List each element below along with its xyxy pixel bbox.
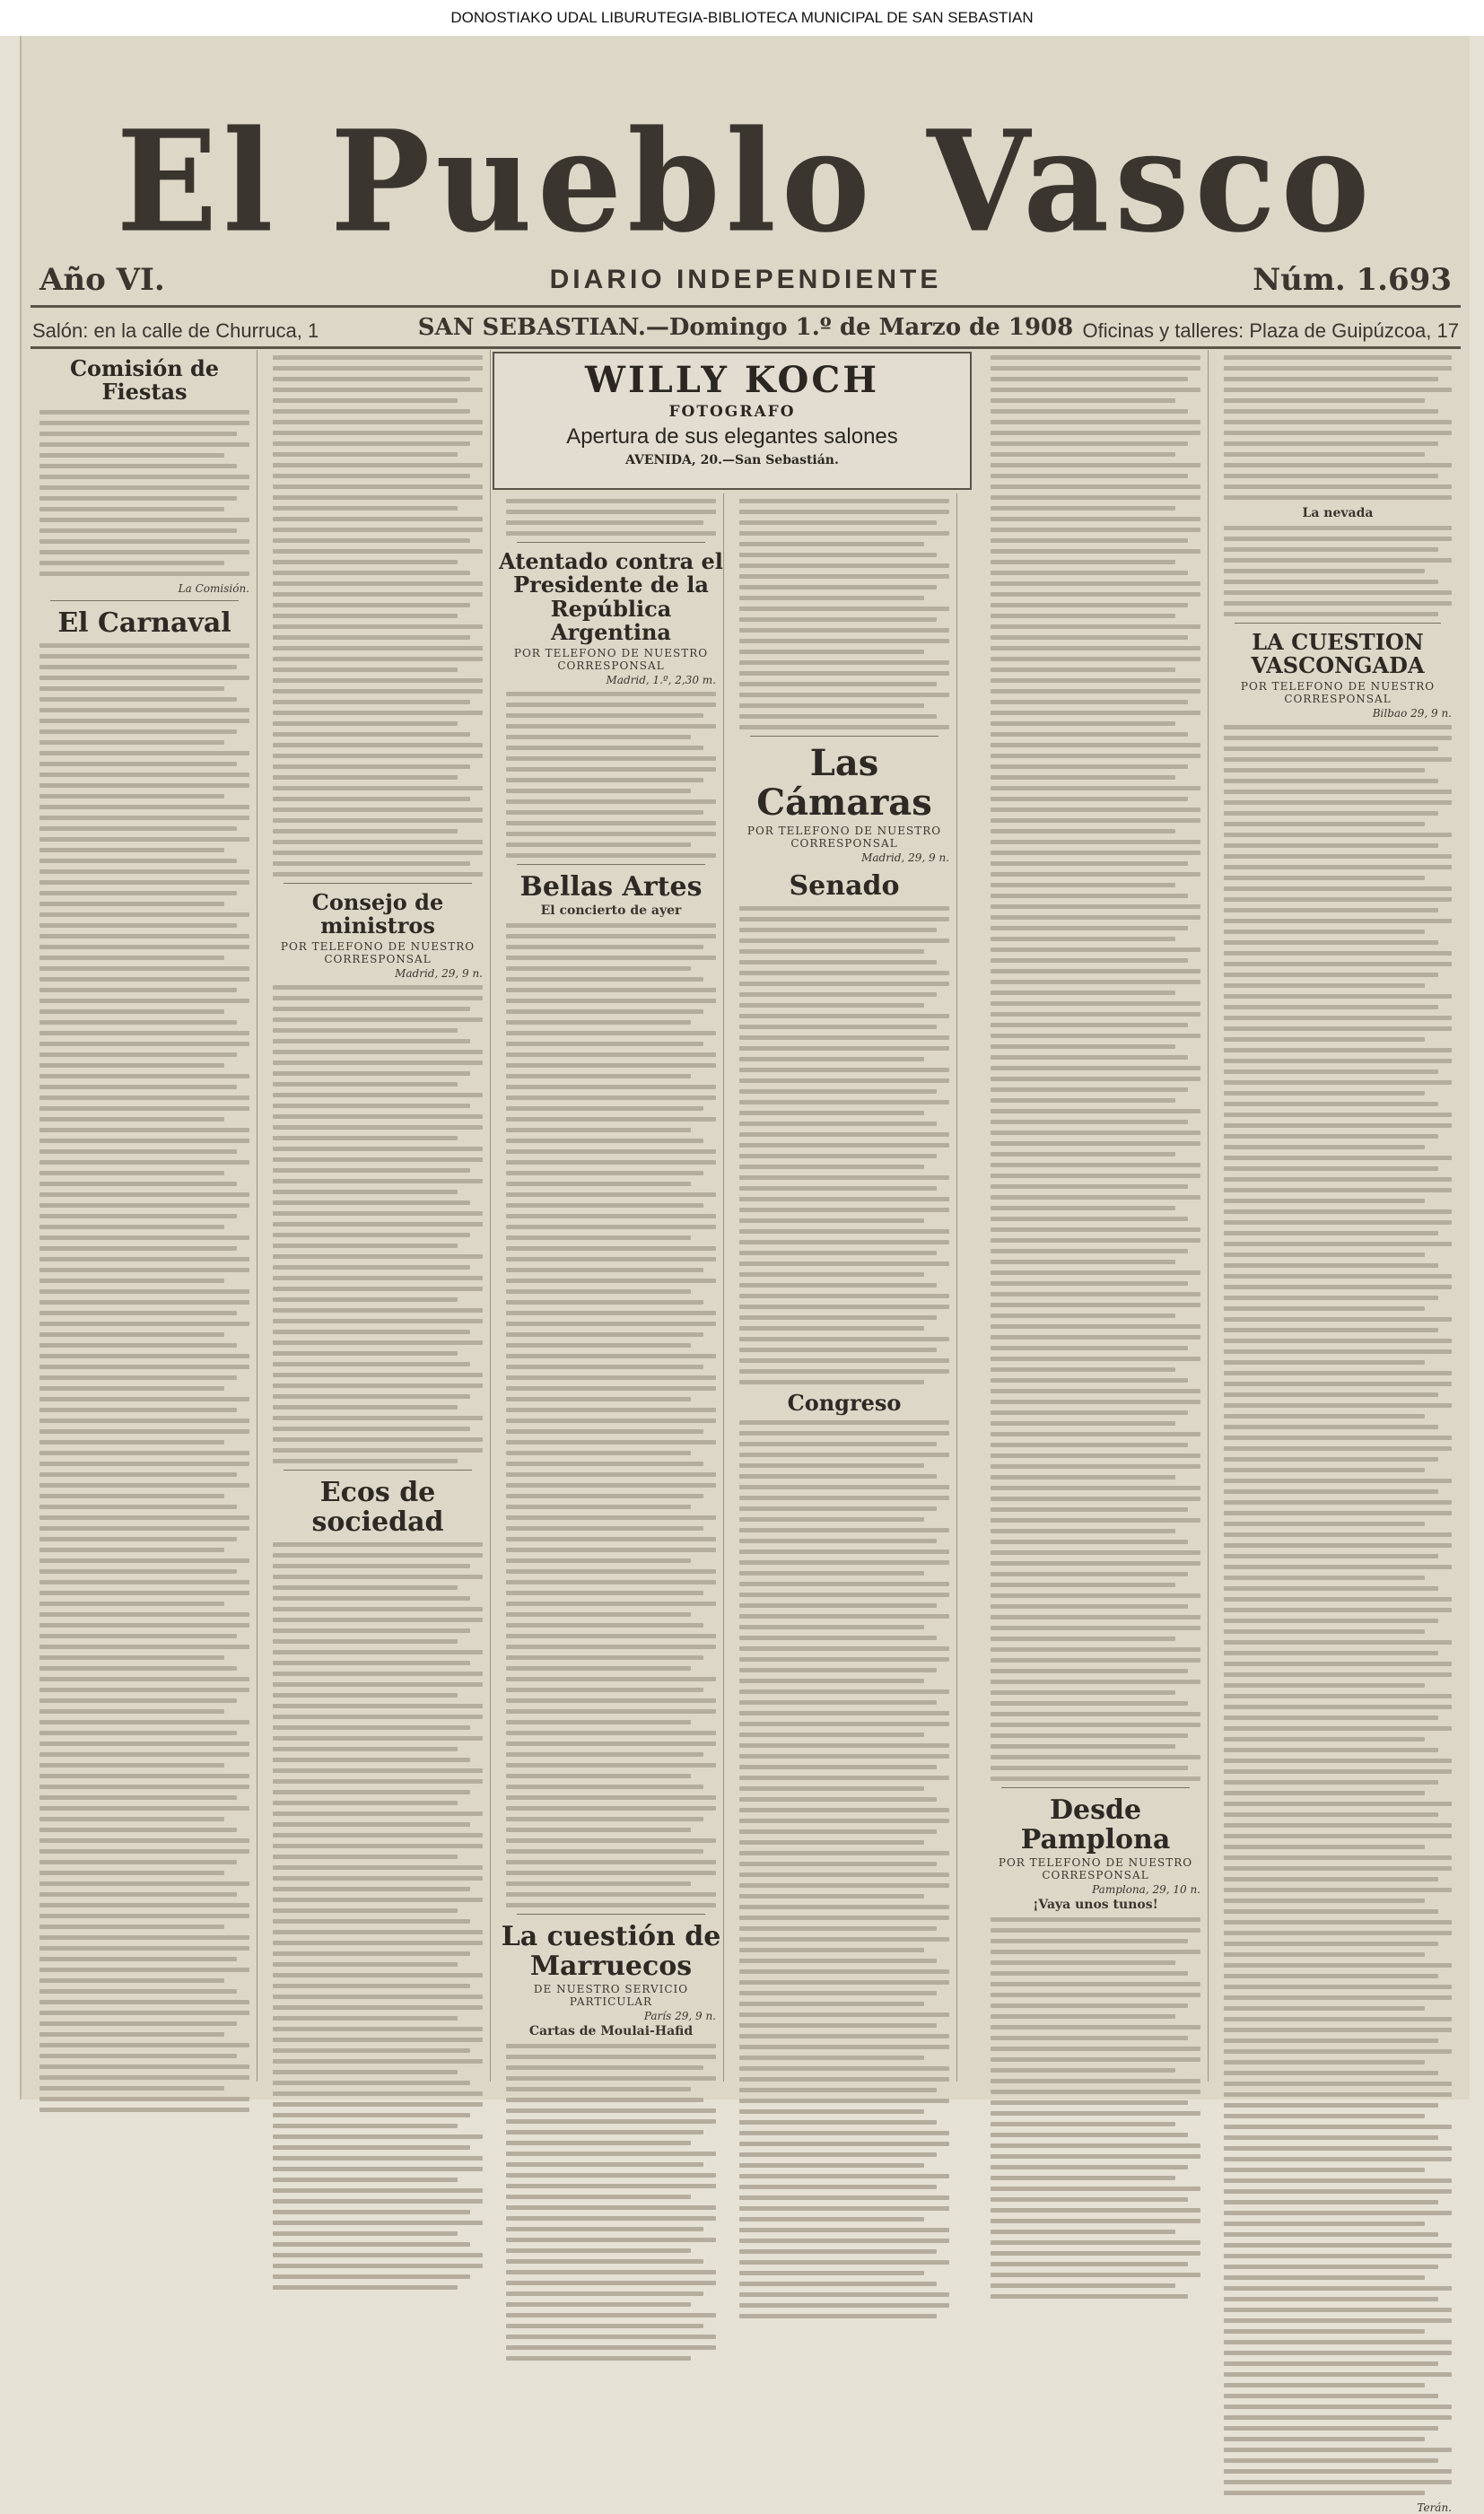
- dateline-date: SAN SEBASTIAN.—Domingo 1.º de Marzo de 1908: [417, 314, 1074, 341]
- library-header: DONOSTIAKO UDAL LIBURUTEGIA-BIBLIOTECA MUNICIPAL DE SAN SEBASTIAN: [0, 0, 1484, 36]
- article-text: [1224, 725, 1452, 2495]
- divider: [517, 542, 705, 543]
- headline-camaras: Las Cámaras: [756, 742, 932, 824]
- dateline-rule: [31, 346, 1461, 349]
- article-text: [1224, 526, 1452, 616]
- subheading: El concierto de ayer: [540, 903, 682, 918]
- article-text: [273, 355, 483, 877]
- ad-opening: Apertura de sus elegantes salones: [566, 424, 898, 449]
- headline-cuestion-vascongada: LA CUESTION VASCONGADA: [1251, 629, 1425, 679]
- headline-ecos: Ecos de sociedad: [311, 1476, 444, 1538]
- subheading: Cartas de Moulai-Hafid: [528, 2023, 694, 2038]
- column-4: [732, 493, 957, 2082]
- signature: Terán.: [1417, 2501, 1452, 2514]
- masthead-subtitle: DIARIO INDEPENDIENTE: [549, 265, 942, 294]
- divider: [1235, 623, 1441, 624]
- newspaper-page: [20, 36, 1470, 2514]
- advertisement-box: [493, 352, 972, 490]
- article-text: [739, 499, 949, 729]
- article-text: [506, 2044, 716, 2361]
- headline-carnaval: El Carnaval: [57, 607, 231, 639]
- article-text: [991, 1917, 1200, 2299]
- divider: [1001, 1787, 1190, 1788]
- article-text: [39, 410, 249, 576]
- headline-senado: Senado: [789, 870, 900, 902]
- place-date: Madrid, 1.º, 2,30 m.: [606, 673, 716, 686]
- place-date: Bilbao 29, 9 n.: [1372, 706, 1452, 720]
- divider: [284, 1470, 472, 1471]
- wire-line: DE NUESTRO SERVICIO PARTICULAR: [533, 1982, 689, 2008]
- article-text: [506, 499, 716, 536]
- dateline-offices: Oficinas y talleres: Plaza de Guipúzcoa, 17: [1082, 319, 1459, 342]
- masthead-title: El Pueblo Vasco: [116, 99, 1375, 264]
- place-date: Pamplona, 29, 10 n.: [1092, 1883, 1200, 1896]
- headline-congreso: Congreso: [787, 1390, 902, 1416]
- headline-pamplona: Desde Pamplona: [1020, 1794, 1171, 1855]
- column-5: [983, 350, 1209, 2082]
- article-text: [39, 643, 249, 2112]
- article-text: [273, 1542, 483, 2290]
- wire-line: POR TELEFONO DE NUESTRO CORRESPONSAL: [746, 825, 942, 850]
- column-3: [499, 493, 724, 2082]
- wire-line: POR TELEFONO DE NUESTRO CORRESPONSAL: [513, 646, 709, 672]
- divider: [517, 1914, 705, 1915]
- year-label: Año VI.: [39, 262, 165, 298]
- column-6: [1217, 350, 1459, 2514]
- wire-line: POR TELEFONO DE NUESTRO CORRESPONSAL: [1240, 679, 1436, 705]
- divider: [284, 883, 472, 884]
- place-date: Madrid, 29, 9 n.: [861, 851, 949, 864]
- ad-address: AVENIDA, 20.—San Sebastián.: [625, 453, 839, 467]
- masthead-rule: [31, 305, 1461, 308]
- issue-number: Núm. 1.693: [1253, 262, 1452, 298]
- ad-name: WILLY KOCH: [585, 359, 879, 401]
- article-text: [506, 692, 716, 858]
- wire-line: POR TELEFONO DE NUESTRO CORRESPONSAL: [998, 1856, 1193, 1881]
- article-text: [739, 1420, 949, 2318]
- signature: La Comisión.: [178, 581, 249, 595]
- headline-atentado: Atentado contra el Presidente de la República Argentina: [499, 548, 723, 646]
- place-date: Madrid, 29, 9 n.: [395, 966, 483, 980]
- tagline: ¡Vaya unos tunos!: [1033, 1898, 1158, 1912]
- divider: [517, 864, 705, 865]
- article-text: [1224, 355, 1452, 500]
- article-text: [506, 923, 716, 1907]
- ad-profession: FOTOGRAFO: [668, 403, 796, 421]
- headline-consejo: Consejo de ministros: [311, 889, 444, 939]
- dateline: [22, 314, 1470, 345]
- article-text: [739, 906, 949, 1384]
- wire-line: POR TELEFONO DE NUESTRO CORRESPONSAL: [280, 939, 476, 965]
- divider: [750, 736, 938, 737]
- headline-comision: Comisión de Fiestas: [69, 355, 220, 406]
- article-text: [991, 355, 1200, 1781]
- column-2: [266, 350, 491, 2082]
- subheading: La nevada: [1302, 506, 1374, 520]
- article-text: [273, 985, 483, 1463]
- column-1: [32, 350, 258, 2082]
- headline-marruecos: La cuestión de Marruecos: [501, 1920, 721, 1982]
- place-date: París 29, 9 n.: [643, 2009, 716, 2022]
- headline-bellas-artes: Bellas Artes: [519, 870, 703, 903]
- divider: [50, 600, 239, 601]
- dateline-address: Salón: en la calle de Churruca, 1: [32, 319, 319, 342]
